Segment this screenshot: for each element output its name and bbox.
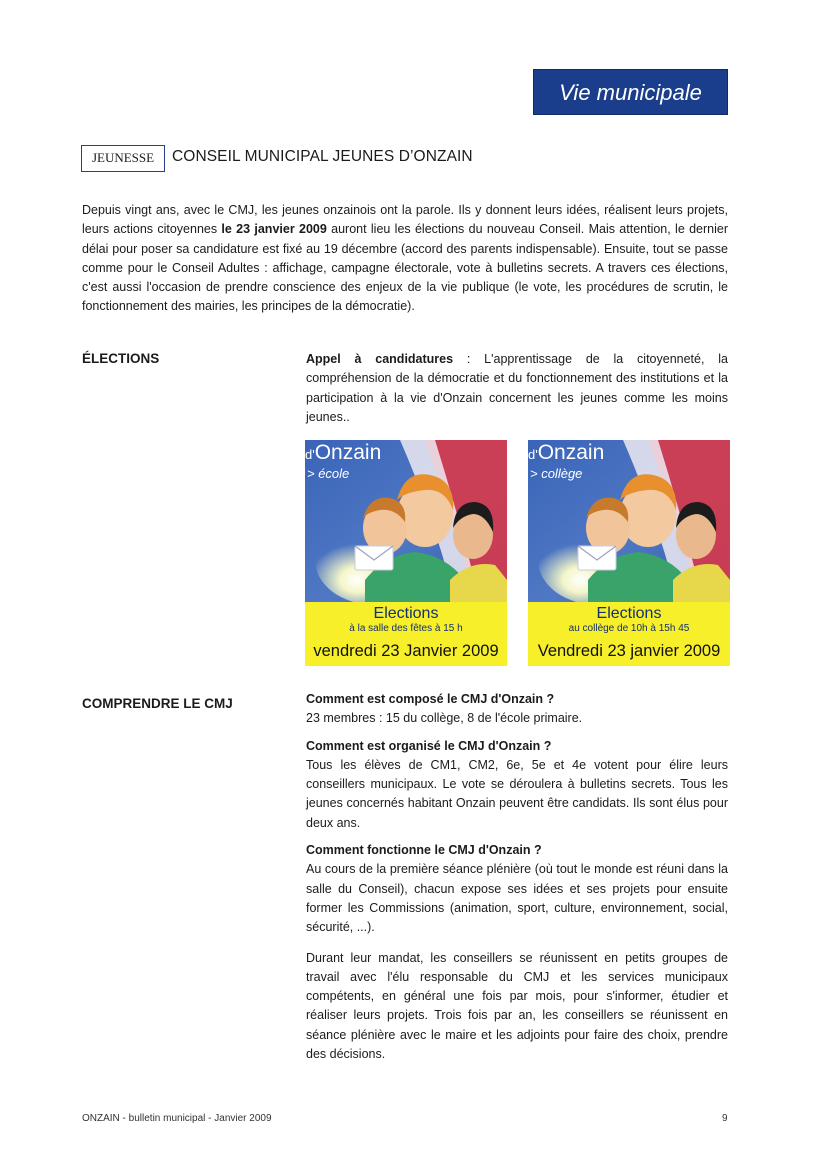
poster-title — [528, 440, 604, 468]
poster-date: vendredi 23 Janvier 2009 — [313, 642, 499, 660]
poster-title — [305, 440, 381, 468]
answer-fonctionnement: Au cours de la première séance plénière (où tout le monde est réuni dans la salle du Conseil), chacun expose ses idées et ses projets pour ensuite former les Commissions (animation, sport, culture, environnement, social, sécurité, ...). — [306, 862, 728, 935]
elections-text: : L'apprentissage de la citoyenneté, la compréhension de la démocratie et du fonctionnement des institutions et la participation à la vie d'Onzain concernent les jeunes comme les moins jeunes.. — [306, 352, 728, 424]
poster-title-prefix: d' — [528, 447, 538, 462]
poster-elections-label: Elections — [373, 605, 439, 622]
question-composition: Comment est composé le CMJ d'Onzain ? — [306, 692, 555, 706]
poster-subtitle: > collège — [530, 466, 583, 481]
poster-elections-label: Elections — [596, 605, 662, 622]
intro-text-1: Depuis vingt ans, avec le CMJ, les jeunes onzainois ont la parole. Ils y donnent leurs idées, réalisent leurs projets, leurs actions citoyennes — [82, 203, 728, 237]
article-title: CONSEIL MUNICIPAL JEUNES D’ONZAIN — [172, 148, 473, 165]
poster-place: au collège de 10h à 15h 45 — [568, 623, 690, 634]
poster-title-name: Onzain — [314, 441, 382, 464]
footer-publication: ONZAIN - bulletin municipal - Janvier 2009 — [82, 1113, 272, 1124]
answer-mandat: Durant leur mandat, les conseillers se réunissent en petits groupes de travail avec l'élu responsable du CMJ et les services municipaux compétents, en général une fois par mois, pour s'informer, étudier et réaliser leurs projets. Trois fois par an, les conseillers se réunissent en séance plénière avec le maire et les adjoints pour faire des choix, prendre des décisions. — [306, 950, 728, 1062]
poster-place: à la salle des fêtes à 15 h — [349, 623, 463, 634]
poster-subtitle: > école — [307, 466, 350, 481]
question-fonctionnement: Comment fonctionne le CMJ d'Onzain ? — [306, 843, 542, 858]
answer-composition: 23 membres : 15 du collège, 8 de l'école primaire. — [306, 711, 583, 726]
poster-college — [528, 440, 730, 666]
intro-date: le 23 janvier 2009 — [221, 222, 327, 237]
poster-info — [528, 602, 730, 666]
section-banner: Vie municipale — [533, 69, 728, 115]
answer-organisation: Tous les élèves de CM1, CM2, 6e, 5e et 4e votent pour élire leurs conseillers municipaux. Le vote se déroulera à bulletins secrets. Tous les jeunes concernés habitant Onzain peuvent être candidats. Ils sont élus pour deux ans. — [306, 757, 728, 830]
elections-lead: Appel à candidatures — [306, 352, 454, 366]
intro-text-2: auront lieu les élections du nouveau Conseil. Mais attention, le dernier délai pour poser sa candidature est fixé au 19 décembre (accord des parents indispensable). Ensuite, tout se passe comme pour le Conseil Adultes : affichage, campagne électorale, vote à bulletins secrets. A travers ces élections, c'est aussi l'occasion de prendre conscience des enjeux de la vie publique (le vote, les procédures de scrutin, le fonctionnement des mairies, les principes de la démocratie). — [82, 222, 728, 314]
poster-title-name: Onzain — [537, 441, 605, 464]
poster-title-prefix: d' — [305, 447, 315, 462]
page-number: 9 — [722, 1113, 728, 1124]
poster-date: Vendredi 23 janvier 2009 — [537, 642, 721, 660]
intro-paragraph — [82, 201, 728, 317]
section-tag: JEUNESSE — [81, 145, 165, 172]
cmj-heading: COMPRENDRE LE CMJ — [82, 696, 233, 711]
question-organisation: Comment est organisé le CMJ d'Onzain ? — [306, 738, 552, 753]
elections-paragraph — [306, 350, 728, 427]
cmj-section — [306, 690, 728, 1064]
poster-info — [305, 602, 507, 666]
poster-ecole — [305, 440, 507, 666]
elections-heading: ÉLECTIONS — [82, 351, 160, 366]
